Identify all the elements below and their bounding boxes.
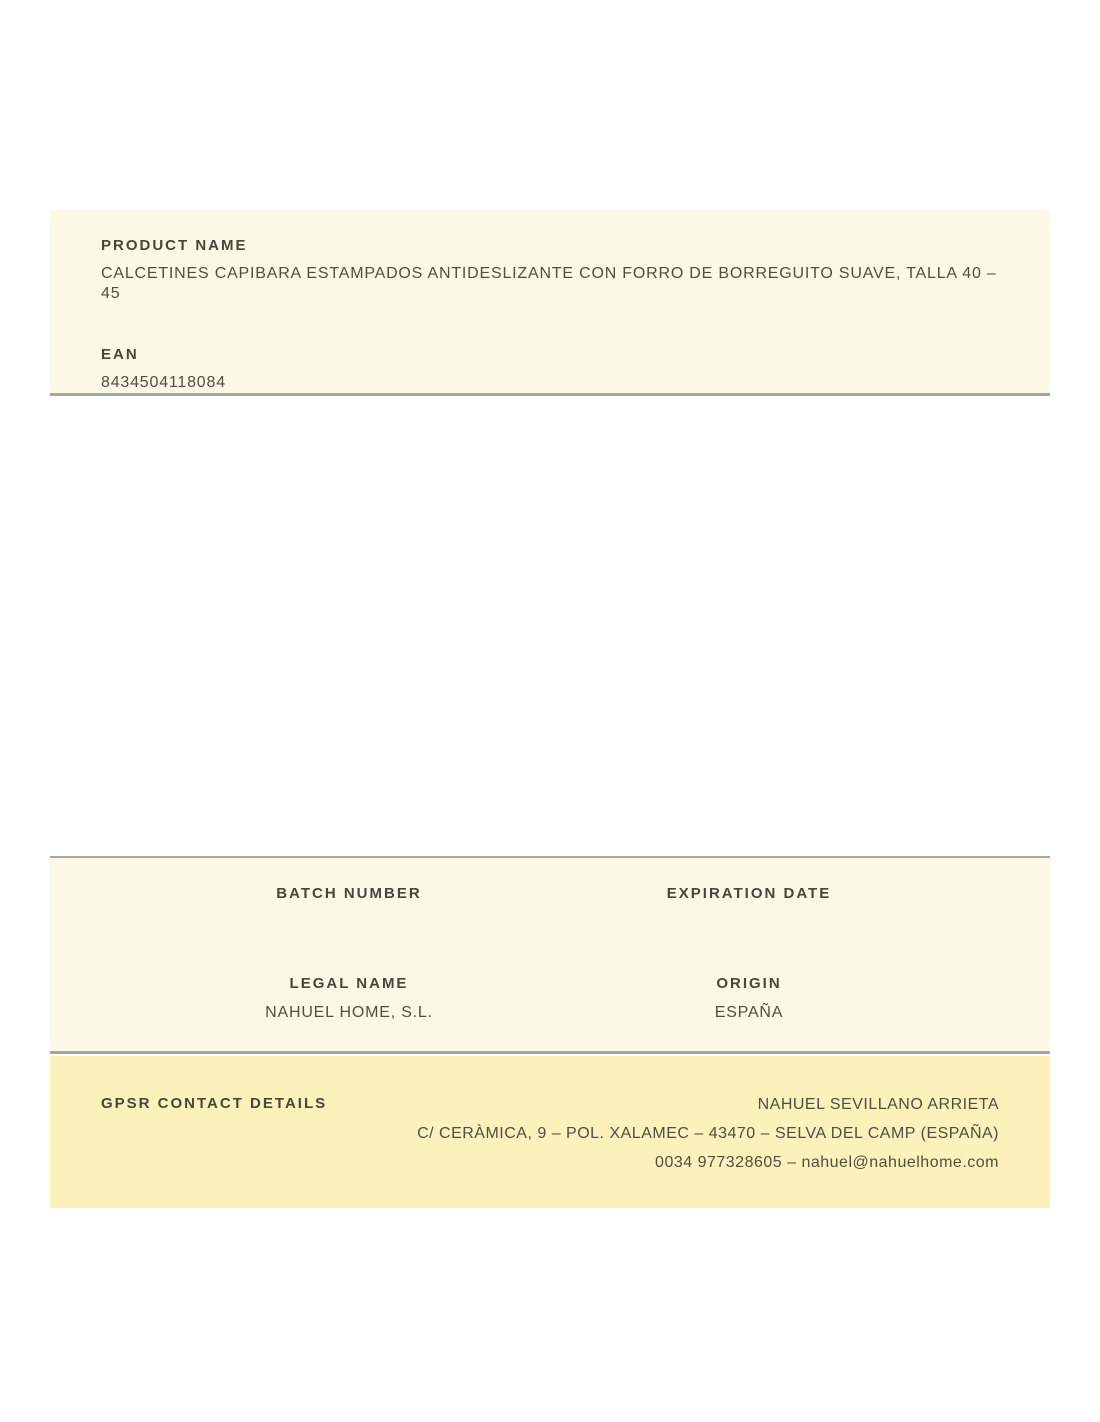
legal-origin-row (149, 975, 1050, 1023)
batch-number-field (149, 885, 549, 903)
legal-name-value: NAHUEL HOME, S.L. (265, 1004, 433, 1021)
ean-field (101, 346, 1000, 393)
gpsr-contact-name: NAHUEL SEVILLANO ARRIETA (757, 1096, 999, 1113)
gpsr-contact-phone-email: 0034 977328605 – nahuel@nahuelhome.com (655, 1154, 999, 1171)
batch-expiration-row (149, 885, 1050, 903)
gpsr-contact-label: GPSR CONTACT DETAILS (101, 1095, 328, 1112)
legal-name-label: LEGAL NAME (289, 975, 409, 992)
product-name-value: CALCETINES CAPIBARA ESTAMPADOS ANTIDESLIZANTE CON FORRO DE BORREGUITO SUAVE, TALLA 40 – 45 (101, 265, 997, 302)
product-info-panel (50, 210, 1050, 396)
origin-field (549, 975, 949, 1023)
origin-value: ESPAÑA (714, 1004, 784, 1021)
gpsr-contact-panel (50, 1056, 1050, 1208)
expiration-date-field (549, 885, 949, 903)
legal-name-field (149, 975, 549, 1023)
batch-number-label: BATCH NUMBER (276, 885, 422, 902)
origin-label: ORIGIN (716, 975, 782, 992)
gpsr-contact-block (417, 1090, 999, 1177)
ean-value: 8434504118084 (101, 374, 226, 391)
product-name-field (101, 237, 1000, 304)
gpsr-contact-address: C/ CERÀMICA, 9 – POL. XALAMEC – 43470 – SELVA DEL CAMP (ESPAÑA) (417, 1125, 999, 1142)
product-name-label: PRODUCT NAME (101, 237, 248, 254)
ean-label: EAN (101, 346, 139, 363)
batch-origin-panel (50, 856, 1050, 1054)
expiration-date-label: EXPIRATION DATE (666, 885, 832, 902)
